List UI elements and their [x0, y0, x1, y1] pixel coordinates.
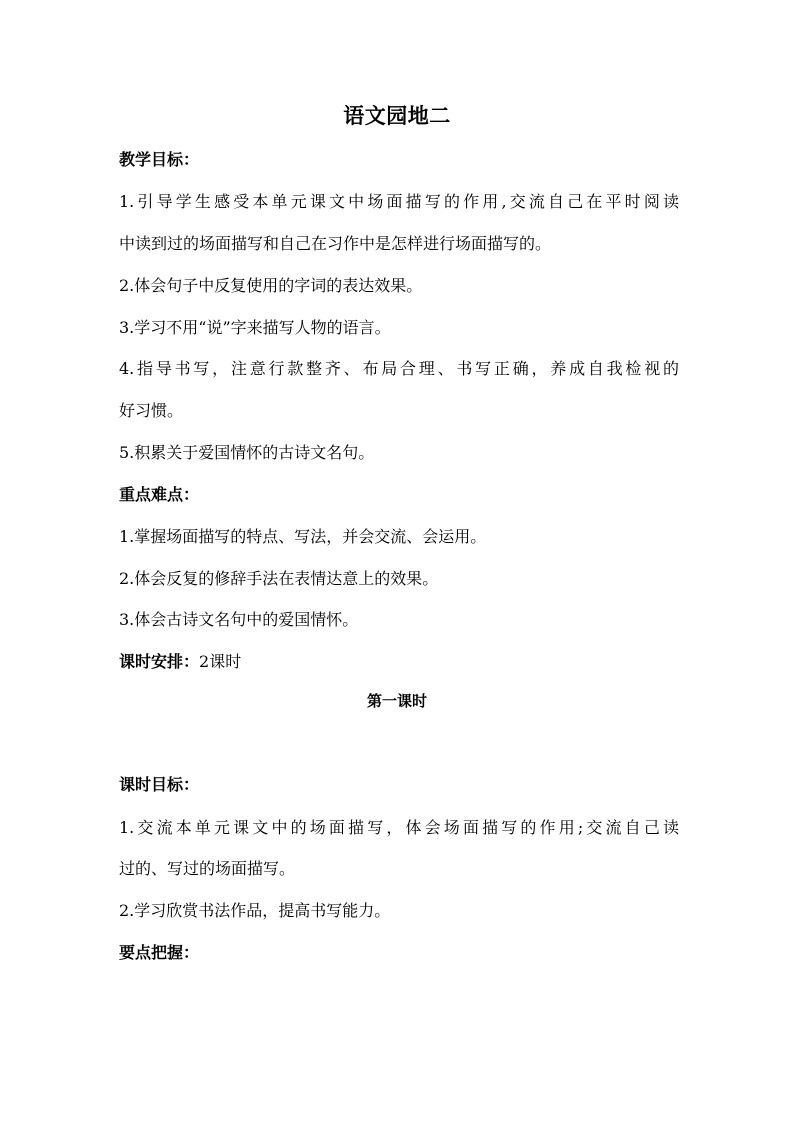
key-difficulty-line: 3.体会古诗文名句中的爱国情怀。 [119, 610, 359, 629]
document-title: 语文园地二 [343, 103, 451, 128]
teaching-goal-line: 5.积累关于爱国情怀的古诗文名句。 [119, 443, 375, 462]
lesson-goal-line: 2.学习欣赏书法作品，提高书写能力。 [119, 901, 391, 920]
lesson-goal-line: 过的、写过的场面描写。 [119, 859, 296, 878]
teaching-goal-line: 1.引导学生感受本单元课文中场面描写的作用,交流自己在平时阅读 [119, 192, 679, 211]
key-difficulty-line: 1.掌握场面描写的特点、写法，并会交流、会运用。 [119, 527, 487, 546]
key-points-heading: 要点把握： [119, 943, 200, 962]
lesson-goal-line: 1.交流本单元课文中的场面描写，体会场面描写的作用;交流自己读 [119, 818, 679, 837]
key-difficulty-line: 2.体会反复的修辞手法在表情达意上的效果。 [119, 569, 439, 588]
schedule-line [119, 649, 679, 675]
lesson-title: 第一课时 [366, 692, 427, 710]
lesson-goals-heading: 课时目标： [119, 775, 200, 794]
teaching-goals-heading: 教学目标： [119, 150, 200, 169]
teaching-goal-line: 2.体会句子中反复使用的字词的表达效果。 [119, 276, 423, 295]
key-difficulties-heading: 重点难点： [119, 485, 200, 504]
teaching-goal-line: 好习惯。 [119, 401, 184, 420]
teaching-goal-line: 中读到过的场面描写和自己在习作中是怎样进行场面描写的。 [119, 234, 552, 253]
teaching-goal-line: 3.学习不用“说”字来描写人物的语言。 [119, 318, 391, 337]
teaching-goal-line: 4.指导书写，注意行款整齐、布局合理、书写正确，养成自我检视的 [119, 359, 679, 378]
schedule-value: 2课时 [199, 652, 242, 671]
schedule-label: 课时安排： [119, 652, 200, 671]
